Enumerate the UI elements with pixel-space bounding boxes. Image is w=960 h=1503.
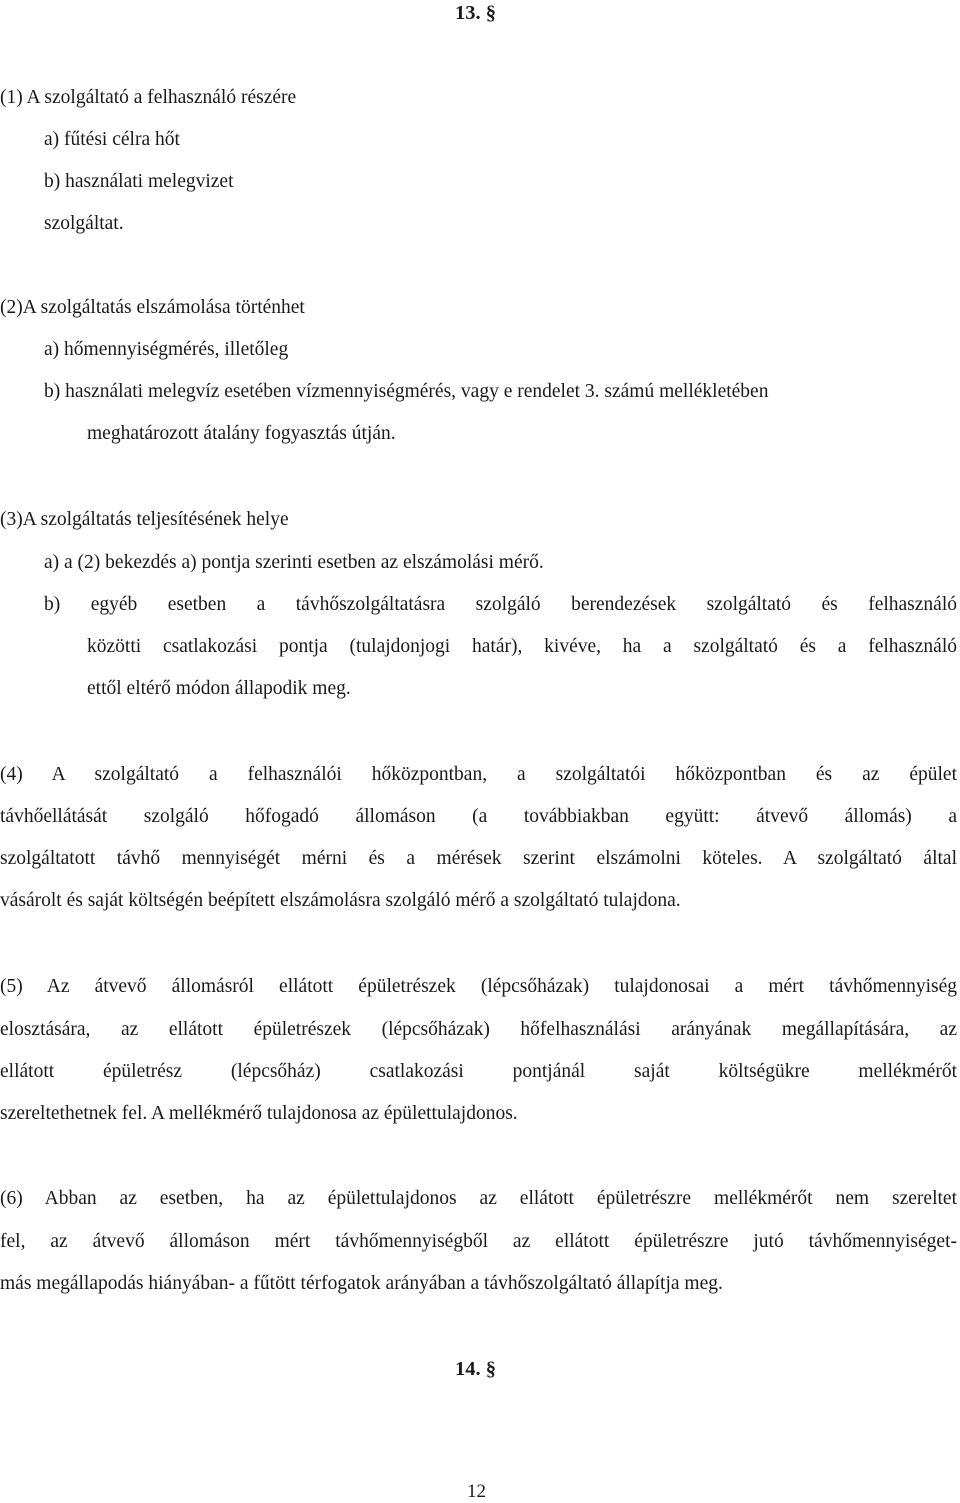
p1-item-a: a) fűtési célra hőt <box>44 129 180 150</box>
p1-end: szolgáltat. <box>44 213 124 234</box>
p6-line1: (6) Abban az esetben, ha az épülettulajdonos az ellátott épületrészre mellékmérőt nem szereltet <box>0 1188 957 1209</box>
p1-intro: (1) A szolgáltató a felhasználó részére <box>0 87 297 108</box>
section-heading-13: 13. § <box>455 2 496 24</box>
section-heading-14: 14. § <box>455 1358 496 1380</box>
p3-item-a: a) a (2) bekezdés a) pontja szerinti esetben az elszámolási mérő. <box>44 552 544 573</box>
p2-intro: (2)A szolgáltatás elszámolása történhet <box>0 297 305 318</box>
p3-intro: (3)A szolgáltatás teljesítésének helye <box>0 509 289 530</box>
p4-line2: távhőellátását szolgáló hőfogadó állomáson (a továbbiakban együtt: átvevő állomás) a <box>0 806 957 827</box>
p2-item-b-line2: meghatározott átalány fogyasztás útján. <box>87 423 396 444</box>
p2-item-a: a) hőmennyiségmérés, illetőleg <box>44 339 289 360</box>
p4-line3: szolgáltatott távhő mennyiségét mérni és a mérések szerint elszámolni köteles. A szolgáltató által <box>0 848 957 869</box>
p1-item-b: b) használati melegvizet <box>44 171 234 192</box>
p6-line2: fel, az átvevő állomáson mért távhőmennyiségből az ellátott épületrészre jutó távhőmennyiséget- <box>0 1231 957 1252</box>
p5-line4: szereltethetnek fel. A mellékmérő tulajdonosa az épülettulajdonos. <box>0 1103 518 1124</box>
p2-item-b-line1: b) használati melegvíz esetében vízmennyiségmérés, vagy e rendelet 3. számú mellékletében <box>44 381 769 402</box>
p6-line3: más megállapodás hiányában- a fűtött térfogatok arányában a távhőszolgáltató állapítja meg. <box>0 1273 723 1294</box>
p3-item-b-line3: ettől eltérő módon állapodik meg. <box>87 678 351 699</box>
p3-item-b-line1: b) egyéb esetben a távhőszolgáltatásra szolgáló berendezések szolgáltató és felhasználó <box>44 594 957 615</box>
p4-line4: vásárolt és saját költségén beépített elszámolásra szolgáló mérő a szolgáltató tulajdona. <box>0 890 681 911</box>
page-number: 12 <box>467 1481 486 1502</box>
p5-line1: (5) Az átvevő állomásról ellátott épületrészek (lépcsőházak) tulajdonosai a mért távhőmennyiség <box>0 976 957 997</box>
p3-item-b-line2: közötti csatlakozási pontja (tulajdonjogi határ), kivéve, ha a szolgáltató és a felhasználó <box>87 636 957 657</box>
p5-line3: ellátott épületrész (lépcsőház) csatlakozási pontjánál saját költségükre mellékmérőt <box>0 1061 957 1082</box>
p4-line1: (4) A szolgáltató a felhasználói hőközpontban, a szolgáltatói hőközpontban és az épület <box>0 764 957 785</box>
p5-line2: elosztására, az ellátott épületrészek (lépcsőházak) hőfelhasználási arányának megállapítására, az <box>0 1019 957 1040</box>
